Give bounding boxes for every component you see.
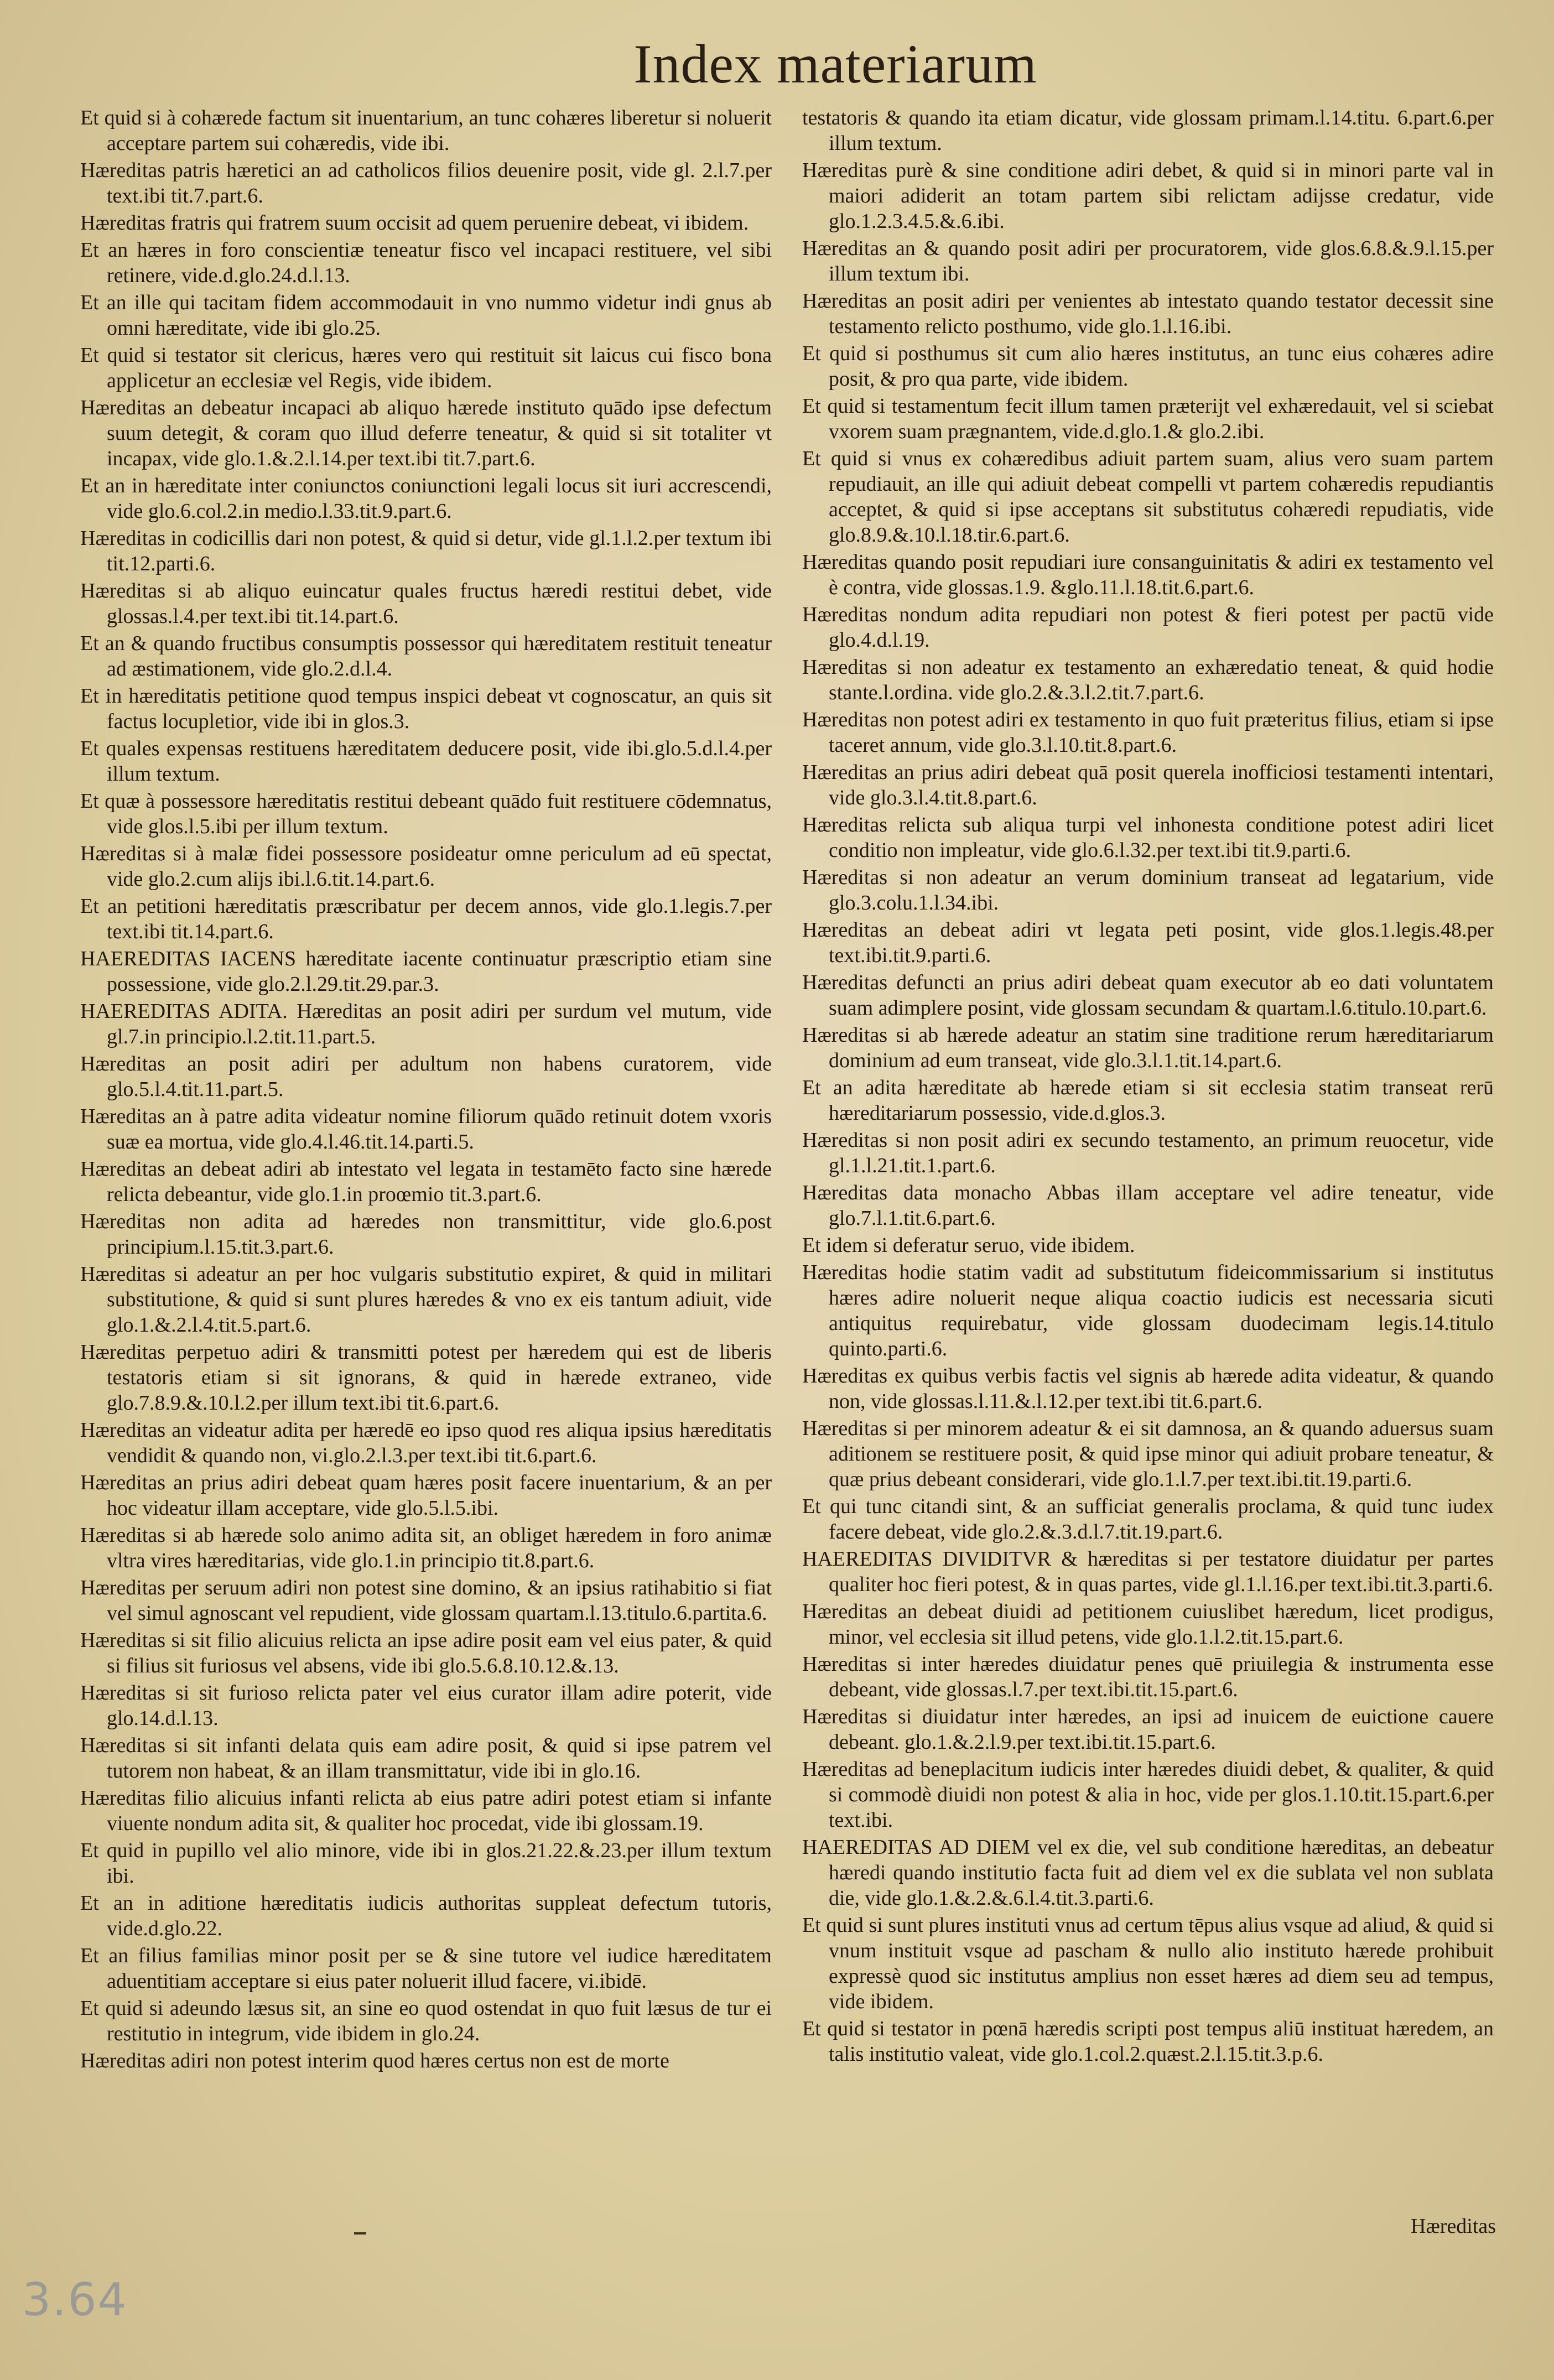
index-entry: Hæreditas ad beneplacitum iudicis inter hæredes diuidi debet, & qualiter, & quid si commodè diuidi non potest & alia in hoc, vide per glos.1.10.tit.15.part.6.per text.ibi. xyxy=(802,1758,1494,1832)
index-entry: Et an in hæreditate inter coniunctos coniunctioni legali locus sit iuri accrescendi, vide glo.6.col.2.in medio.l.33.tit.9.part.6. xyxy=(80,474,772,523)
index-entry: Hæreditas perpetuo adiri & transmitti potest per hæredem qui est de liberis testatoris etiam si sit ignorans, & quid in hærede extraneo, vide glo.7.8.9.&.10.l.2.per illum text.ibi tit.6.part.6. xyxy=(80,1340,772,1415)
index-entry: Hæreditas hodie statim vadit ad substitutum fideicommissarium si institutus hæres adire noluerit neque aliqua coactio iudicis est necessaria sicuti antiquitus requirebatur, vide glossam duodecimam legis.14.titulo quinto.parti.6. xyxy=(802,1261,1494,1360)
index-entry: Hæreditas si non adeatur an verum dominium transeat ad legatarium, vide glo.3.colu.1.l.34.ibi. xyxy=(802,866,1494,914)
index-entry: Hæreditas si non posit adiri ex secundo testamento, an primum reuocetur, vide gl.1.l.21.tit.1.part.6. xyxy=(802,1129,1494,1177)
index-entry: Hæreditas an à patre adita videatur nomine filiorum quādo retinuit dotem vxoris suæ ea mortua, vide glo.4.l.46.tit.14.parti.5. xyxy=(80,1105,772,1153)
pencil-page-number: 3.64 xyxy=(22,2274,128,2326)
index-entry: Hæreditas an prius adiri debeat quam hæres posit facere inuentarium, & an per hoc videatur illam acceptare, vide glo.5.l.5.ibi. xyxy=(80,1471,772,1520)
index-entry: Hæreditas si sit filio alicuius relicta an ipse adire posit eam vel eius pater, & quid si filius sit furiosus vel absens, vide ibi glo.5.6.8.10.12.&.13. xyxy=(80,1629,772,1677)
index-entry: Hæreditas quando posit repudiari iure consanguinitatis & adiri ex testamento vel è contra, vide glossas.1.9. &glo.11.l.18.tit.6.part.6. xyxy=(802,550,1494,599)
index-entry: Hæreditas si adeatur an per hoc vulgaris substitutio expiret, & quid in militari substitutione, & quid si sunt plures hæredes & vno ex eis tantum adiuit, vide glo.1.&.2.l.4.tit.5.part.6. xyxy=(80,1262,772,1337)
index-entry: Hæreditas nondum adita repudiari non potest & fieri potest per pactū vide glo.4.d.l.19. xyxy=(802,603,1494,652)
index-entry: Et an ille qui tacitam fidem accommodauit in vno nummo videtur indi gnus ab omni hæreditate, vide ibi glo.25. xyxy=(80,291,772,340)
index-entry: Et an petitioni hæreditatis præscribatur per decem annos, vide glo.1.legis.7.per text.ibi tit.14.part.6. xyxy=(80,895,772,943)
index-entry: Hæreditas an debeatur incapaci ab aliquo hærede instituto quādo ipse defectum suum detegit, & coram quo illud deferre teneatur, & quid si sit totaliter vt incapax, vide glo.1.&.2.l.14.per text.ibi tit.7.part.6. xyxy=(80,396,772,470)
index-entry: HAEREDITAS DIVIDITVR & hæreditas si per testatore diuidatur per partes qualiter hoc fieri potest, & in quas partes, vide gl.1.l.16.per text.ibi.tit.3.parti.6. xyxy=(802,1547,1494,1596)
catchword: Hæreditas xyxy=(1411,2215,1496,2238)
index-entry: Et quales expensas restituens hæreditatem deducere posit, vide ibi.glo.5.d.l.4.per illum textum. xyxy=(80,737,772,786)
index-entry: Et qui tunc citandi sint, & an sufficiat generalis proclama, & quid tunc iudex facere debeat, vide glo.2.&.3.d.l.7.tit.19.part.6. xyxy=(802,1495,1494,1544)
index-entry: Et quid si testamentum fecit illum tamen præterijt vel exhæredauit, vel si sciebat vxorem suam prægnantem, vide.d.glo.1.& glo.2.ibi. xyxy=(802,394,1494,443)
index-entry: Hæreditas an posit adiri per adultum non habens curatorem, vide glo.5.l.4.tit.11.part.5. xyxy=(80,1052,772,1101)
index-entry: Hæreditas non potest adiri ex testamento in quo fuit præteritus filius, etiam si ipse taceret annum, vide glo.3.l.10.tit.8.part.6. xyxy=(802,708,1494,757)
index-entry: Hæreditas si ab aliquo euincatur quales fructus hæredi restitui debet, vide glossas.l.4.per text.ibi tit.14.part.6. xyxy=(80,579,772,628)
index-entry: Hæreditas data monacho Abbas illam acceptare vel adire teneatur, vide glo.7.l.1.tit.6.part.6. xyxy=(802,1181,1494,1230)
index-entry: Hæreditas fratris qui fratrem suum occisit ad quem peruenire debeat, vi ibidem. xyxy=(80,211,749,235)
index-entry: Hæreditas an prius adiri debeat quā posit querela inofficiosi testamenti intentari, vide glo.3.l.4.tit.8.part.6. xyxy=(802,761,1494,809)
index-entry: Hæreditas purè & sine conditione adiri debet, & quid si in minori parte val in maiori adiderit an totam partem sibi relictam adijsse credatur, vide glo.1.2.3.4.5.&.6.ibi. xyxy=(802,159,1494,233)
index-entry: Et quid si posthumus sit cum alio hæres institutus, an tunc eius cohæres adire posit, & pro qua parte, vide ibidem. xyxy=(802,342,1494,391)
index-entry: Hæreditas si ab hærede solo animo adita sit, an obliget hæredem in foro animæ vltra vires hæreditarias, vide glo.1.in principio tit.8.part.6. xyxy=(80,1524,772,1572)
index-entry: Et an filius familias minor posit per se & sine tutore vel iudice hæreditatem aduentitiam acceptare si eius pater noluerit illud facere, vi.ibidē. xyxy=(80,1944,772,1993)
index-entry: Hæreditas si à malæ fidei possessore posideatur omne periculum ad eū spectat, vide glo.2.cum alijs ibi.l.6.tit.14.part.6. xyxy=(80,842,772,891)
index-entry: Et quæ à possessore hæreditatis restitui debeant quādo fuit restituere cōdemnatus, vide glos.l.5.ibi per illum textum. xyxy=(80,789,772,838)
index-entry: Et quid si sunt plures instituti vnus ad certum tēpus alius vsque ad aliud, & quid si vnum instituit vsque ad pascham & nullo alio instituto hærede prohibuit expressè quod sic institutus amplius non esset hæres ad diem seu ad tempus, vide ibidem. xyxy=(802,1914,1494,2013)
index-entry: Et an in aditione hæreditatis iudicis authoritas suppleat defectum tutoris, vide.d.glo.22. xyxy=(80,1891,772,1940)
index-entry: Et quid si vnus ex cohæredibus adiuit partem suam, alius vero suam partem repudiauit, an ille qui adiuit debeat compelli vt partem cohæredis repudiantis acceptet, & quid si ipse acceptans sit substitutus cohæredi repudiatis, vide glo.8.9.&.10.l.18.tir.6.part.6. xyxy=(802,447,1494,547)
index-entry: Hæreditas an debeat adiri vt legata peti posint, vide glos.1.legis.48.per text.ibi.tit.9.parti.6. xyxy=(802,918,1494,967)
index-entry: HAEREDITAS ADITA. Hæreditas an posit adiri per surdum vel mutum, vide gl.7.in principio.l.2.tit.11.part.5. xyxy=(80,1000,772,1048)
index-entry: Hæreditas per seruum adiri non potest sine domino, & an ipsius ratihabitio si fiat vel simul agnoscant vel repudient, vide glossam quartam.l.13.titulo.6.partita.6. xyxy=(80,1576,772,1625)
index-entry: Hæreditas an debeat diuidi ad petitionem cuiuslibet hæredum, licet prodigus, minor, vel ecclesia sit illud petens, vide glo.1.l.2.tit.15.part.6. xyxy=(802,1600,1494,1649)
index-entry: Hæreditas si per minorem adeatur & ei sit damnosa, an & quando aduersus suam aditionem se restituere posit, & quid ipse minor qui adiuit probare teneatur, & quæ prius debeant considerari, vide glo.1.l.7.per text.ibi.tit.19.parti.6. xyxy=(802,1417,1494,1491)
index-entry: Hæreditas an & quando posit adiri per procuratorem, vide glos.6.8.&.9.l.15.per illum textum ibi. xyxy=(802,237,1494,285)
index-entry: Hæreditas si sit furioso relicta pater vel eius curator illam adire poterit, vide glo.14.d.l.13. xyxy=(80,1681,772,1730)
index-entry: Hæreditas non adita ad hæredes non transmittitur, vide glo.6.post principium.l.15.tit.3.part.6. xyxy=(80,1210,772,1259)
index-entry: Et quid si testator sit clericus, hæres vero qui restituit sit laicus cui fisco bona applicetur an ecclesiæ vel Regis, vide ibidem. xyxy=(80,344,772,392)
index-entry: Et quid si à cohærede factum sit inuentarium, an tunc cohæres liberetur si noluerit acceptare partem sui cohæredis, vide ibi. xyxy=(80,106,772,155)
index-entry: Hæreditas si non adeatur ex testamento an exhæredatio teneat, & quid hodie stante.l.ordina. vide glo.2.&.3.l.2.tit.7.part.6. xyxy=(802,656,1494,704)
index-entry: Hæreditas an videatur adita per hæredē eo ipso quod res aliqua ipsius hæreditatis vendidit & quando non, vi.glo.2.l.3.per text.ibi tit.6.part.6. xyxy=(80,1418,772,1467)
index-entry: Hæreditas in codicillis dari non potest, & quid si detur, vide gl.1.l.2.per textum ibi tit.12.parti.6. xyxy=(80,527,772,575)
index-entry: testatoris & quando ita etiam dicatur, vide glossam primam.l.14.titu. 6.part.6.per illum textum. xyxy=(802,106,1494,155)
ink-mark xyxy=(354,2232,366,2235)
index-entry: Et quid in pupillo vel alio minore, vide ibi in glos.21.22.&.23.per illum textum ibi. xyxy=(80,1839,772,1888)
index-entry: Hæreditas defuncti an prius adiri debeat quam executor ab eo dati voluntatem suam adimplere posint, vide glossam secundam & quartam.l.6.titulo.10.part.6. xyxy=(802,971,1494,1020)
index-entry: Hæreditas si inter hæredes diuidatur penes quē priuilegia & instrumenta esse debeant, vide glossas.l.7.per text.ibi.tit.15.part.6. xyxy=(802,1653,1494,1701)
index-entry: Hæreditas an posit adiri per venientes ab intestato quando testator decessit sine testamento relicto posthumo, vide glo.1.l.16.ibi. xyxy=(802,289,1494,338)
index-entry: Hæreditas si diuidatur inter hæredes, an ipsi ad inuicem de euictione cauere debeant. glo.1.&.2.l.9.per text.ibi.tit.15.part.6. xyxy=(802,1705,1494,1754)
index-entry: Et an adita hæreditate ab hærede etiam si sit ecclesia statim transeat rerū hæreditariarum possessio, vide.d.glos.3. xyxy=(802,1076,1494,1125)
index-entry: Et in hæreditatis petitione quod tempus inspici debeat vt cognoscatur, an quis sit factus locupletior, vide ibi in glos.3. xyxy=(80,684,772,733)
index-entry: Hæreditas an debeat adiri ab intestato vel legata in testamēto facto sine hærede relicta debeantur, vide glo.1.in proœmio tit.3.part.6. xyxy=(80,1157,772,1206)
index-entry: Et an & quando fructibus consumptis possessor qui hæreditatem restituit teneatur ad æstimationem, vide glo.2.d.l.4. xyxy=(80,632,772,680)
index-entry: Hæreditas ex quibus verbis factis vel signis ab hærede adita videatur, & quando non, vide glossas.l.11.&.l.12.per text.ibi tit.6.part.6. xyxy=(802,1364,1494,1413)
index-entry: Hæreditas filio alicuius infanti relicta ab eius patre adiri potest etiam si infante viuente nondum adita sit, & qualiter hoc procedat, vide ibi glossam.19. xyxy=(80,1786,772,1835)
index-entry: HAEREDITAS IACENS hæreditate iacente continuatur præscriptio etiam sine possessione, vide glo.2.l.29.tit.29.par.3. xyxy=(80,947,772,996)
index-entry: Hæreditas si ab hærede adeatur an statim sine traditione rerum hæreditariarum dominium ad eum transeat, vide glo.3.l.1.tit.14.part.6. xyxy=(802,1023,1494,1072)
left-column xyxy=(80,105,772,2075)
index-entry: HAEREDITAS AD DIEM vel ex die, vel sub conditione hæreditas, an debeatur hæredi quando institutio facta fuit ad diem vel ex die sublata vel non sublata die, vide glo.1.&.2.&.6.l.4.tit.3.parti.6. xyxy=(802,1836,1494,1910)
index-entry: Et quid si adeundo læsus sit, an sine eo quod ostendat in quo fuit læsus de tur ei restitutio in integrum, vide ibidem in glo.24. xyxy=(80,1997,772,2045)
index-entry: Et an hæres in foro conscientiæ teneatur fisco vel incapaci restituere, vel sibi retinere, vide.d.glo.24.d.l.13. xyxy=(80,238,772,287)
index-entry: Hæreditas relicta sub aliqua turpi vel inhonesta conditione potest adiri licet conditio non impleatur, vide glo.6.l.32.per text.ibi tit.9.parti.6. xyxy=(802,813,1494,862)
index-entry: Hæreditas si sit infanti delata quis eam adire posit, & quid si ipse patrem vel tutorem non habeat, & an illam transmittatur, vide ibi in glo.16. xyxy=(80,1734,772,1783)
index-entry: Et quid si testator in pœnā hæredis scripti post tempus aliū instituat hæredem, an talis institutio valeat, vide glo.1.col.2.quæst.2.l.15.tit.3.p.6. xyxy=(802,2017,1494,2066)
page-title: Index materiarum xyxy=(633,33,1037,95)
right-column xyxy=(802,105,1494,2069)
index-entry: Hæreditas adiri non potest interim quod hæres certus non est de morte xyxy=(80,2049,669,2072)
index-entry: Et idem si deferatur seruo, vide ibidem. xyxy=(802,1234,1135,1257)
index-entry: Hæreditas patris hæretici an ad catholicos filios deuenire posit, vide gl. 2.l.7.per text.ibi tit.7.part.6. xyxy=(80,159,772,207)
